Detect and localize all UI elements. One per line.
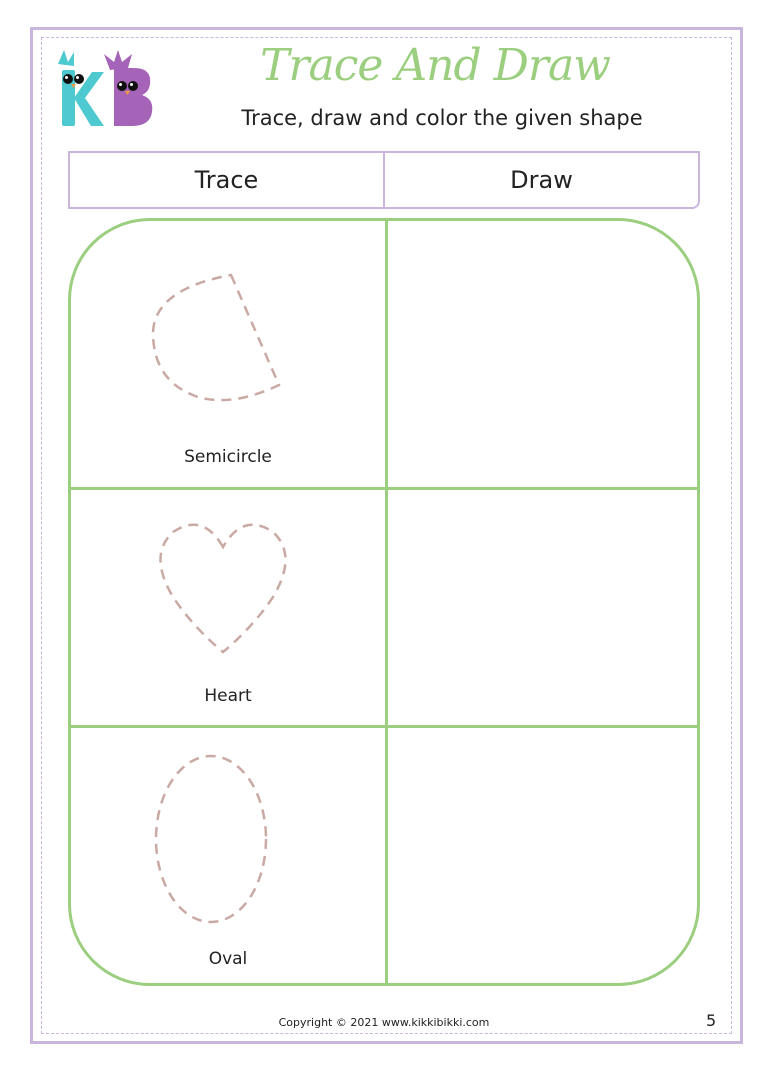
shape-label-heart: Heart	[204, 686, 252, 706]
page-title: Trace And Draw	[260, 40, 610, 91]
shape-label-semicircle: Semicircle	[184, 447, 272, 467]
draw-area-oval[interactable]	[388, 728, 700, 986]
copyright-footer: Copyright © 2021 www.kikkibikki.com	[278, 1016, 490, 1029]
column-header-draw: Draw	[510, 166, 573, 194]
page-instructions: Trace, draw and color the given shape	[241, 106, 643, 130]
worksheet-grid	[68, 218, 700, 986]
logo-icon	[52, 48, 157, 130]
shape-label-oval: Oval	[208, 949, 248, 969]
page-number: 5	[706, 1011, 717, 1030]
semicircle-dashed-outline-icon[interactable]	[143, 267, 293, 407]
oval-dashed-outline-icon[interactable]	[153, 749, 283, 929]
column-header-row	[68, 151, 700, 209]
draw-area-heart[interactable]	[388, 490, 700, 725]
draw-area-semicircle[interactable]	[388, 221, 700, 487]
logo-k-letter	[58, 50, 104, 126]
logo-b-letter	[104, 50, 152, 126]
column-header-trace: Trace	[70, 153, 385, 207]
heart-dashed-outline-icon[interactable]	[153, 517, 293, 657]
